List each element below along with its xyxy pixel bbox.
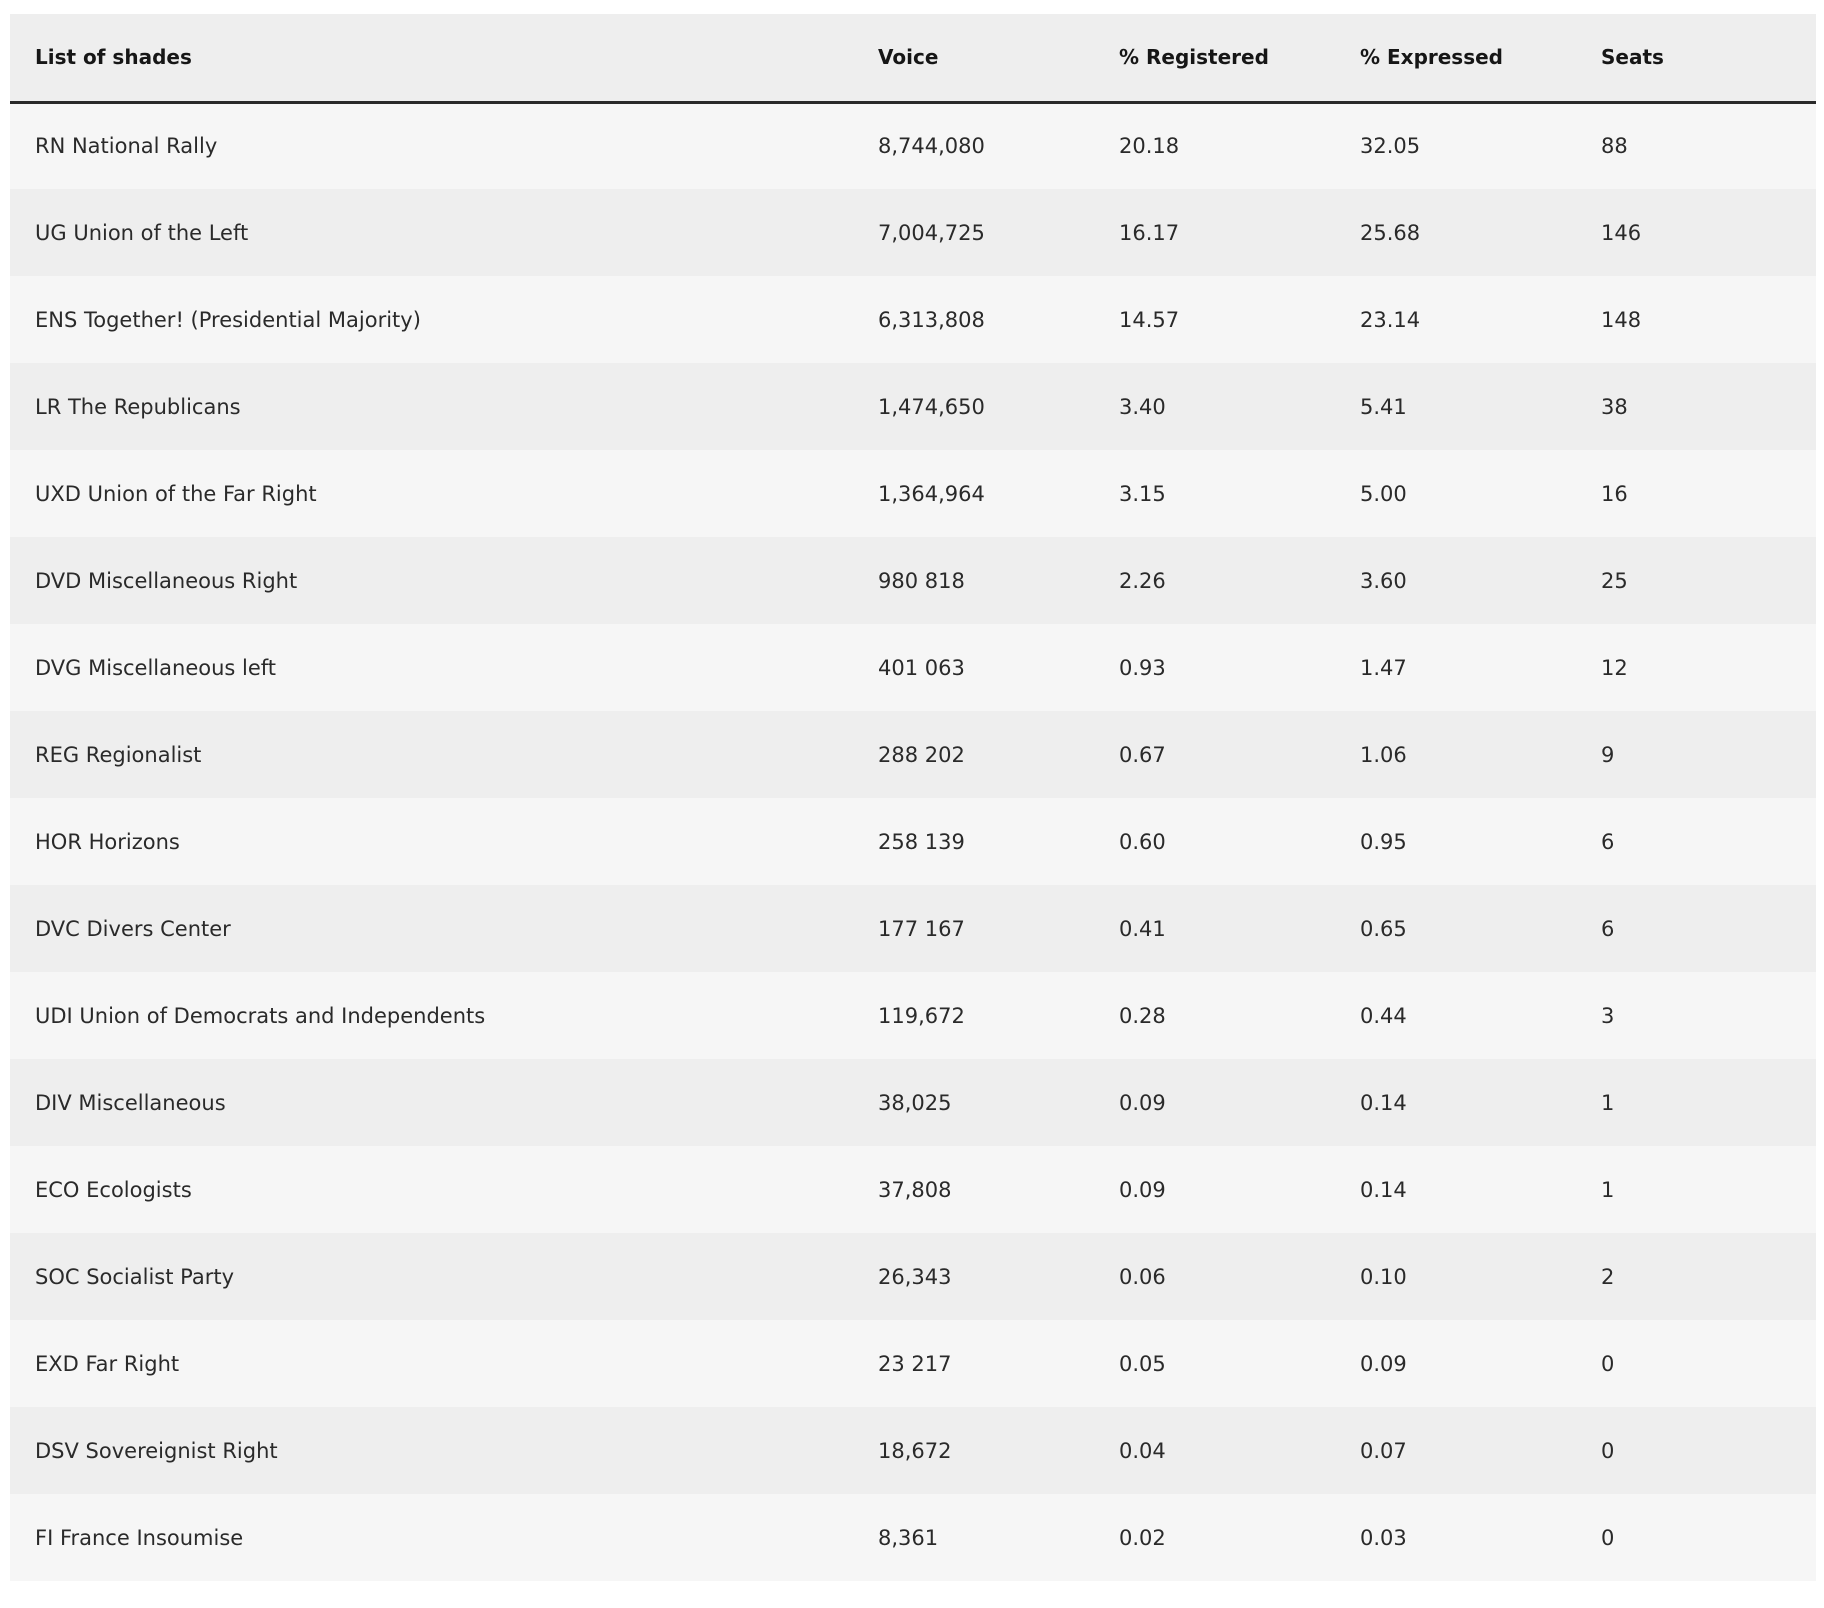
table-row — [10, 885, 1816, 972]
cell-list-name: FI France Insoumise — [35, 1525, 244, 1550]
header-expressed: % Expressed — [1360, 45, 1503, 70]
cell-registered: 0.04 — [1119, 1438, 1166, 1463]
results-table — [10, 14, 1816, 1581]
table-row — [10, 363, 1816, 450]
cell-registered: 0.60 — [1119, 829, 1166, 854]
header-row — [10, 14, 1816, 102]
cell-voice: 6,313,808 — [878, 307, 985, 332]
cell-registered: 3.40 — [1119, 394, 1166, 419]
cell-list-name: ENS Together! (Presidential Majority) — [35, 307, 421, 332]
cell-registered: 0.06 — [1119, 1264, 1166, 1289]
cell-expressed: 0.07 — [1360, 1438, 1407, 1463]
cell-seats: 148 — [1601, 307, 1642, 332]
table-row — [10, 189, 1816, 276]
cell-registered: 0.41 — [1119, 916, 1166, 941]
cell-expressed: 0.10 — [1360, 1264, 1407, 1289]
cell-seats: 38 — [1601, 394, 1628, 419]
cell-voice: 177 167 — [878, 916, 965, 941]
header-registered: % Registered — [1119, 45, 1269, 70]
cell-list-name: SOC Socialist Party — [35, 1264, 235, 1289]
cell-registered: 0.93 — [1119, 655, 1166, 680]
cell-list-name: ECO Ecologists — [35, 1177, 192, 1202]
header-seats: Seats — [1601, 45, 1664, 70]
cell-list-name: UG Union of the Left — [35, 220, 249, 245]
cell-seats: 0 — [1601, 1438, 1615, 1463]
table-row — [10, 1059, 1816, 1146]
table-row — [10, 1233, 1816, 1320]
cell-list-name: UDI Union of Democrats and Independents — [35, 1003, 486, 1028]
cell-expressed: 0.44 — [1360, 1003, 1407, 1028]
table-row — [10, 1320, 1816, 1407]
header-voice: Voice — [878, 45, 939, 70]
cell-voice: 8,744,080 — [878, 134, 985, 159]
cell-seats: 9 — [1601, 742, 1615, 767]
cell-voice: 8,361 — [878, 1525, 939, 1550]
cell-list-name: REG Regionalist — [35, 742, 202, 767]
table-row — [10, 624, 1816, 711]
cell-seats: 6 — [1601, 916, 1615, 941]
cell-seats: 0 — [1601, 1351, 1615, 1376]
cell-voice: 288 202 — [878, 742, 965, 767]
table-row — [10, 102, 1816, 189]
cell-expressed: 0.95 — [1360, 829, 1407, 854]
cell-voice: 26,343 — [878, 1264, 952, 1289]
cell-expressed: 25.68 — [1360, 220, 1421, 245]
cell-voice: 38,025 — [878, 1090, 952, 1115]
table-row — [10, 1407, 1816, 1494]
table-header — [10, 14, 1816, 102]
header-list-of-shades: List of shades — [35, 45, 192, 70]
cell-seats: 146 — [1601, 220, 1642, 245]
cell-registered: 0.09 — [1119, 1090, 1166, 1115]
cell-seats: 16 — [1601, 481, 1628, 506]
cell-seats: 25 — [1601, 568, 1628, 593]
cell-seats: 88 — [1601, 134, 1628, 159]
cell-expressed: 32.05 — [1360, 134, 1421, 159]
table-body — [10, 102, 1816, 1581]
cell-registered: 2.26 — [1119, 568, 1166, 593]
cell-expressed: 0.14 — [1360, 1090, 1407, 1115]
cell-voice: 1,474,650 — [878, 394, 985, 419]
cell-expressed: 0.14 — [1360, 1177, 1407, 1202]
cell-seats: 3 — [1601, 1003, 1615, 1028]
cell-expressed: 5.41 — [1360, 394, 1407, 419]
table-row — [10, 1494, 1816, 1581]
cell-expressed: 23.14 — [1360, 307, 1421, 332]
cell-list-name: DVG Miscellaneous left — [35, 655, 277, 680]
cell-expressed: 0.65 — [1360, 916, 1407, 941]
cell-list-name: RN National Rally — [35, 134, 218, 159]
cell-seats: 12 — [1601, 655, 1628, 680]
cell-list-name: UXD Union of the Far Right — [35, 481, 317, 506]
cell-registered: 0.09 — [1119, 1177, 1166, 1202]
table-row — [10, 711, 1816, 798]
cell-list-name: HOR Horizons — [35, 829, 180, 854]
cell-voice: 18,672 — [878, 1438, 952, 1463]
cell-list-name: LR The Republicans — [35, 394, 241, 419]
cell-voice: 980 818 — [878, 568, 965, 593]
cell-voice: 7,004,725 — [878, 220, 985, 245]
cell-list-name: DSV Sovereignist Right — [35, 1438, 278, 1463]
cell-voice: 119,672 — [878, 1003, 965, 1028]
cell-expressed: 0.03 — [1360, 1525, 1407, 1550]
table-row — [10, 972, 1816, 1059]
cell-voice: 1,364,964 — [878, 481, 985, 506]
cell-registered: 0.05 — [1119, 1351, 1166, 1376]
cell-registered: 0.67 — [1119, 742, 1166, 767]
cell-voice: 37,808 — [878, 1177, 952, 1202]
cell-seats: 1 — [1601, 1090, 1615, 1115]
table-row — [10, 276, 1816, 363]
cell-registered: 14.57 — [1119, 307, 1180, 332]
cell-seats: 2 — [1601, 1264, 1615, 1289]
table-row — [10, 450, 1816, 537]
cell-list-name: EXD Far Right — [35, 1351, 180, 1376]
table-row — [10, 798, 1816, 885]
cell-registered: 0.28 — [1119, 1003, 1166, 1028]
cell-registered: 3.15 — [1119, 481, 1166, 506]
cell-list-name: DVC Divers Center — [35, 916, 231, 941]
table-row — [10, 537, 1816, 624]
cell-voice: 258 139 — [878, 829, 965, 854]
cell-expressed: 0.09 — [1360, 1351, 1407, 1376]
cell-registered: 0.02 — [1119, 1525, 1166, 1550]
cell-seats: 1 — [1601, 1177, 1615, 1202]
cell-seats: 6 — [1601, 829, 1615, 854]
cell-expressed: 1.06 — [1360, 742, 1407, 767]
cell-expressed: 1.47 — [1360, 655, 1407, 680]
cell-expressed: 3.60 — [1360, 568, 1407, 593]
table-row — [10, 1146, 1816, 1233]
cell-list-name: DIV Miscellaneous — [35, 1090, 226, 1115]
cell-registered: 20.18 — [1119, 134, 1180, 159]
cell-list-name: DVD Miscellaneous Right — [35, 568, 298, 593]
cell-registered: 16.17 — [1119, 220, 1180, 245]
cell-expressed: 5.00 — [1360, 481, 1407, 506]
cell-voice: 23 217 — [878, 1351, 952, 1376]
cell-seats: 0 — [1601, 1525, 1615, 1550]
results-table-container — [10, 14, 1816, 1581]
cell-voice: 401 063 — [878, 655, 965, 680]
